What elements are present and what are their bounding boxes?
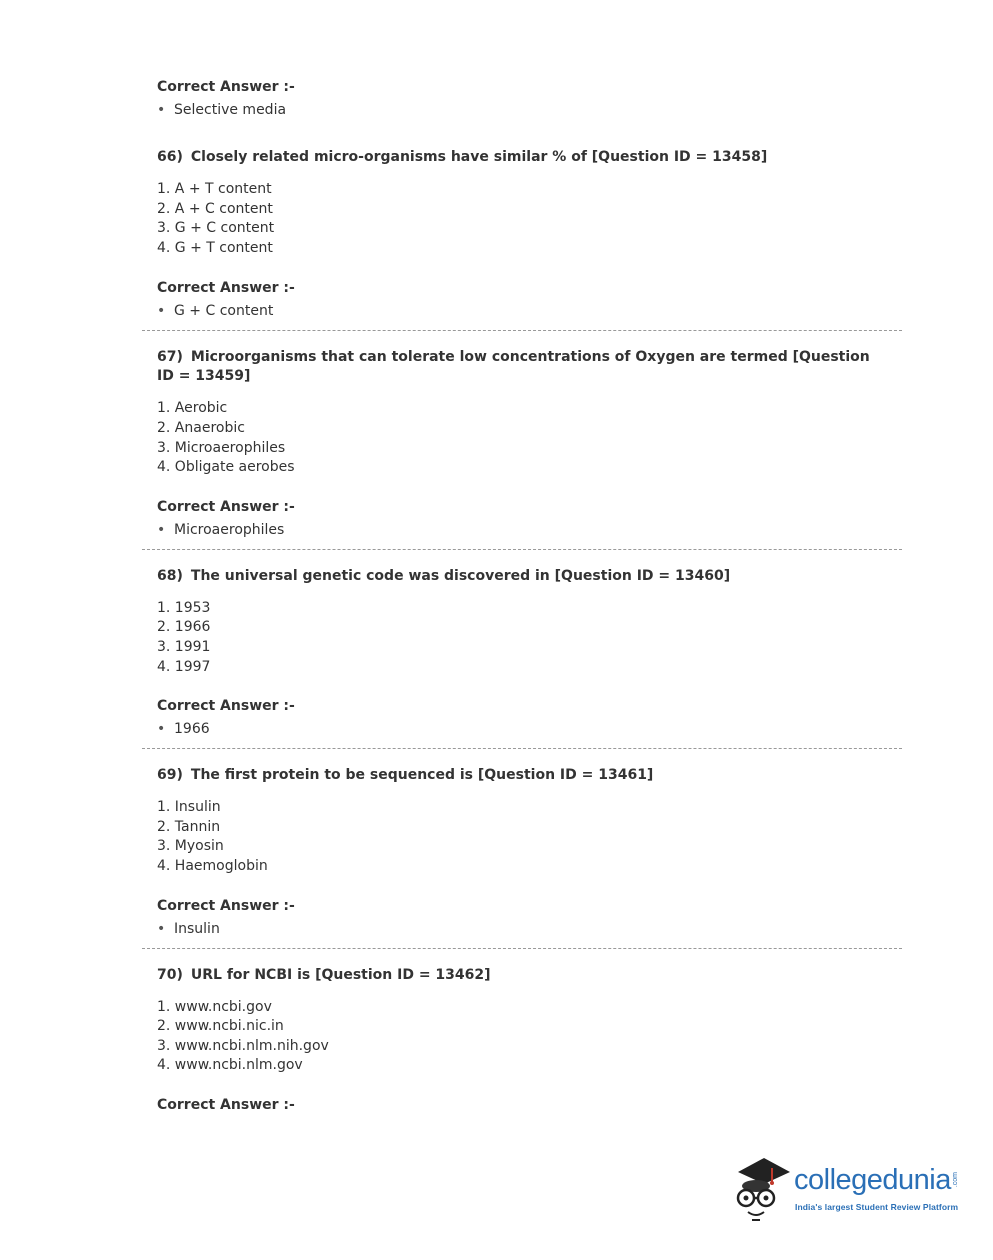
correct-answer-value: • Insulin xyxy=(157,920,220,937)
option-item: 3. www.ncbi.nlm.nih.gov xyxy=(157,1037,329,1054)
question-title: 69) The first protein to be sequenced is [Question ID = 13461] xyxy=(157,767,654,784)
correct-answer-value: • Selective media xyxy=(157,102,287,118)
option-item: 2. Tannin xyxy=(157,818,221,835)
dashed-separator xyxy=(142,330,902,331)
option-item: 1. Aerobic xyxy=(157,400,228,417)
option-item: 2. Anaerobic xyxy=(157,419,245,436)
brand-name: collegedunia xyxy=(794,1164,951,1196)
options-list xyxy=(157,180,887,258)
answer-block xyxy=(157,279,887,320)
option-item: 3. Microaerophiles xyxy=(157,439,286,456)
options-list xyxy=(157,798,887,876)
graduate-mascot-icon xyxy=(734,1152,794,1224)
question-69 xyxy=(157,766,887,948)
option-item: 1. A + T content xyxy=(157,181,272,197)
question-68 xyxy=(157,567,887,749)
question-title: 68) The universal genetic code was discovered in [Question ID = 13460] xyxy=(157,567,731,584)
answer-block-65 xyxy=(157,78,887,119)
correct-answer-value: • G + C content xyxy=(157,303,274,320)
correct-answer-label: Correct Answer :- xyxy=(157,79,295,95)
option-item: 3. 1991 xyxy=(157,638,211,655)
option-item: 1. 1953 xyxy=(157,599,211,616)
correct-answer-label: Correct Answer :- xyxy=(157,498,295,515)
options-list xyxy=(157,998,887,1076)
option-item: 2. www.ncbi.nic.in xyxy=(157,1018,284,1035)
question-70 xyxy=(157,966,887,1114)
bullet-icon: • xyxy=(157,521,166,538)
bullet-icon: • xyxy=(157,303,166,320)
document-page xyxy=(157,78,887,1114)
question-67 xyxy=(157,348,887,549)
answer-block xyxy=(157,897,887,938)
bullet-icon: • xyxy=(157,721,166,738)
correct-answer-value: • Microaerophiles xyxy=(157,521,285,538)
bullet-icon: • xyxy=(157,102,166,118)
question-66 xyxy=(157,148,887,331)
dashed-separator xyxy=(142,549,902,550)
answer-block xyxy=(157,697,887,738)
answer-block xyxy=(157,498,887,539)
option-item: 4. G + T content xyxy=(157,239,273,256)
option-item: 4. Obligate aerobes xyxy=(157,459,295,476)
bullet-icon: • xyxy=(157,920,166,937)
correct-answer-label: Correct Answer :- xyxy=(157,1096,295,1113)
correct-answer-label: Correct Answer :- xyxy=(157,280,295,297)
option-item: 1. www.ncbi.gov xyxy=(157,998,272,1015)
collegedunia-logo xyxy=(734,1152,964,1224)
option-item: 3. Myosin xyxy=(157,838,224,855)
brand-suffix: .com xyxy=(952,1172,959,1188)
dashed-separator xyxy=(142,948,902,949)
options-list xyxy=(157,399,887,477)
correct-answer-value: • 1966 xyxy=(157,721,210,738)
correct-answer-label: Correct Answer :- xyxy=(157,698,295,715)
answer-block xyxy=(157,1096,887,1114)
option-item: 3. G + C content xyxy=(157,220,275,237)
option-item: 1. Insulin xyxy=(157,799,221,816)
option-item: 4. Haemoglobin xyxy=(157,857,268,874)
dashed-separator xyxy=(142,748,902,749)
question-title: 67) Microorganisms that can tolerate low concentrations of Oxygen are termed [Question ID = 13459] xyxy=(157,349,870,385)
question-title: 66) Closely related micro-organisms have similar % of [Question ID = 13458] xyxy=(157,149,768,165)
option-item: 2. A + C content xyxy=(157,200,273,217)
brand-tagline: India's largest Student Review Platform xyxy=(795,1202,959,1212)
option-item: 4. 1997 xyxy=(157,658,211,675)
options-list xyxy=(157,599,887,677)
correct-answer-label: Correct Answer :- xyxy=(157,897,295,914)
option-item: 4. www.ncbi.nlm.gov xyxy=(157,1057,303,1074)
question-title: 70) URL for NCBI is [Question ID = 13462] xyxy=(157,966,491,983)
option-item: 2. 1966 xyxy=(157,619,211,636)
